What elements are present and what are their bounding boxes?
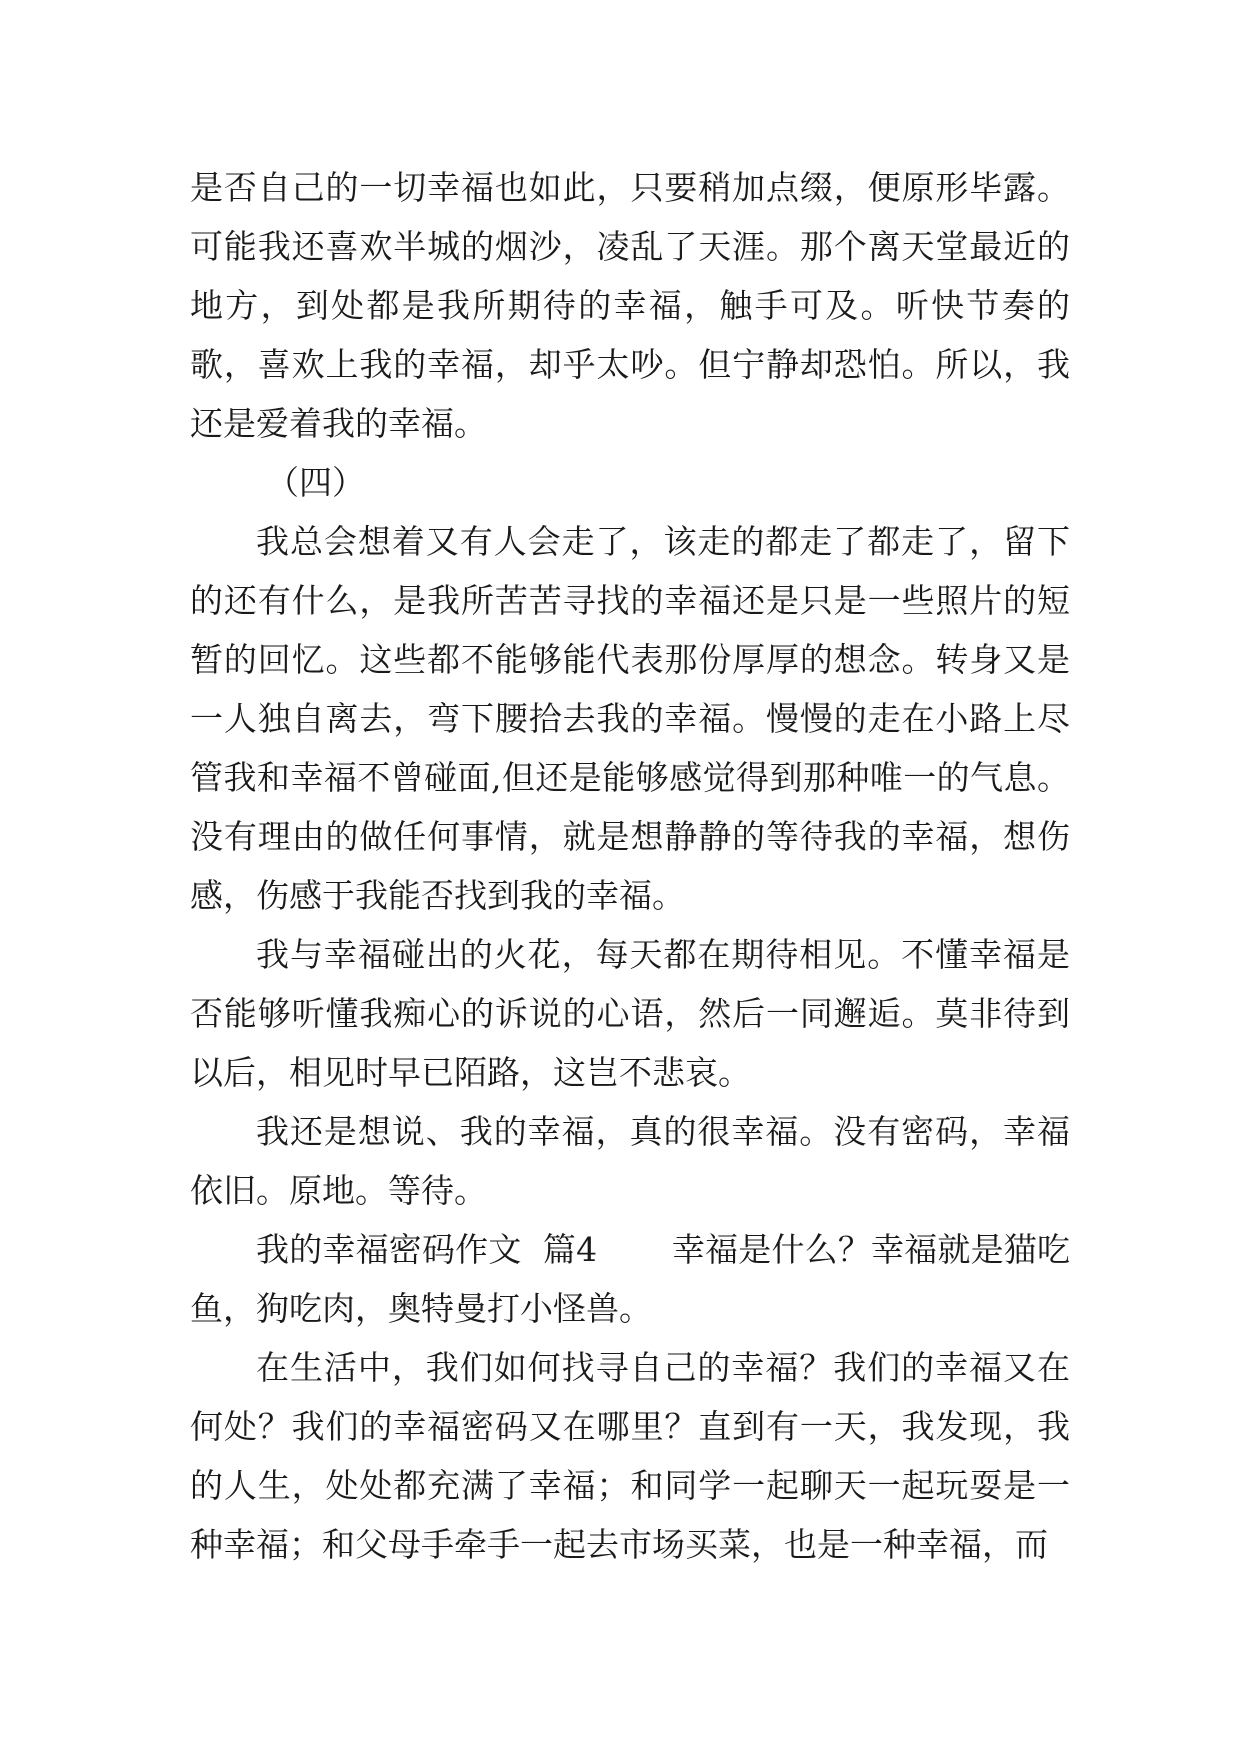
paragraph-searching: 我总会想着又有人会走了，该走的都走了都走了，留下的还有什么，是我所苦苦寻找的幸福还是只是一些照片的短暂的回忆。这些都不能够能代表那份厚厚的想念。转身又是一人独自离去，弯下腰拾去我的幸福。慢慢的走在小路上尽管我和幸福不曾碰面,但还是能够感觉得到那种唯一的气息。没有理由的做任何事情，就是想静静的等待我的幸福，想伤感，伤感于我能否找到我的幸福。 xyxy=(190,522,1070,915)
paragraph-in-life: 在生活中，我们如何找寻自己的幸福？我们的幸福又在何处？我们的幸福密码又在哪里？直到有一天，我发现，我的人生，处处都充满了幸福；和同学一起聊天一起玩耍是一种幸福；和父母手牵手一起去市场买菜，也是一种幸福，而 xyxy=(190,1348,1070,1564)
essay-title-paragraph: 我的幸福密码作文 篇4 幸福是什么？幸福就是猫吃鱼，狗吃肉，奥特曼打小怪兽。 xyxy=(190,1230,1070,1328)
paragraph-continued: 是否自己的一切幸福也如此，只要稍加点缀，便原形毕露。可能我还喜欢半城的烟沙，凌乱了天涯。那个离天堂最近的地方，到处都是我所期待的幸福，触手可及。听快节奏的歌，喜欢上我的幸福，却乎太吵。但宁静却恐怕。所以，我还是爱着我的幸福。 xyxy=(190,168,1070,443)
document-body xyxy=(190,158,1070,1574)
paragraph-still-happy: 我还是想说、我的幸福，真的很幸福。没有密码，幸福依旧。原地。等待。 xyxy=(190,1112,1070,1210)
paragraph-sparks: 我与幸福碰出的火花，每天都在期待相见。不懂幸福是否能够听懂我痴心的诉说的心语，然后一同邂逅。莫非待到以后，相见时早已陌路，这岂不悲哀。 xyxy=(190,935,1070,1092)
section-number-heading: （四） xyxy=(266,463,365,502)
